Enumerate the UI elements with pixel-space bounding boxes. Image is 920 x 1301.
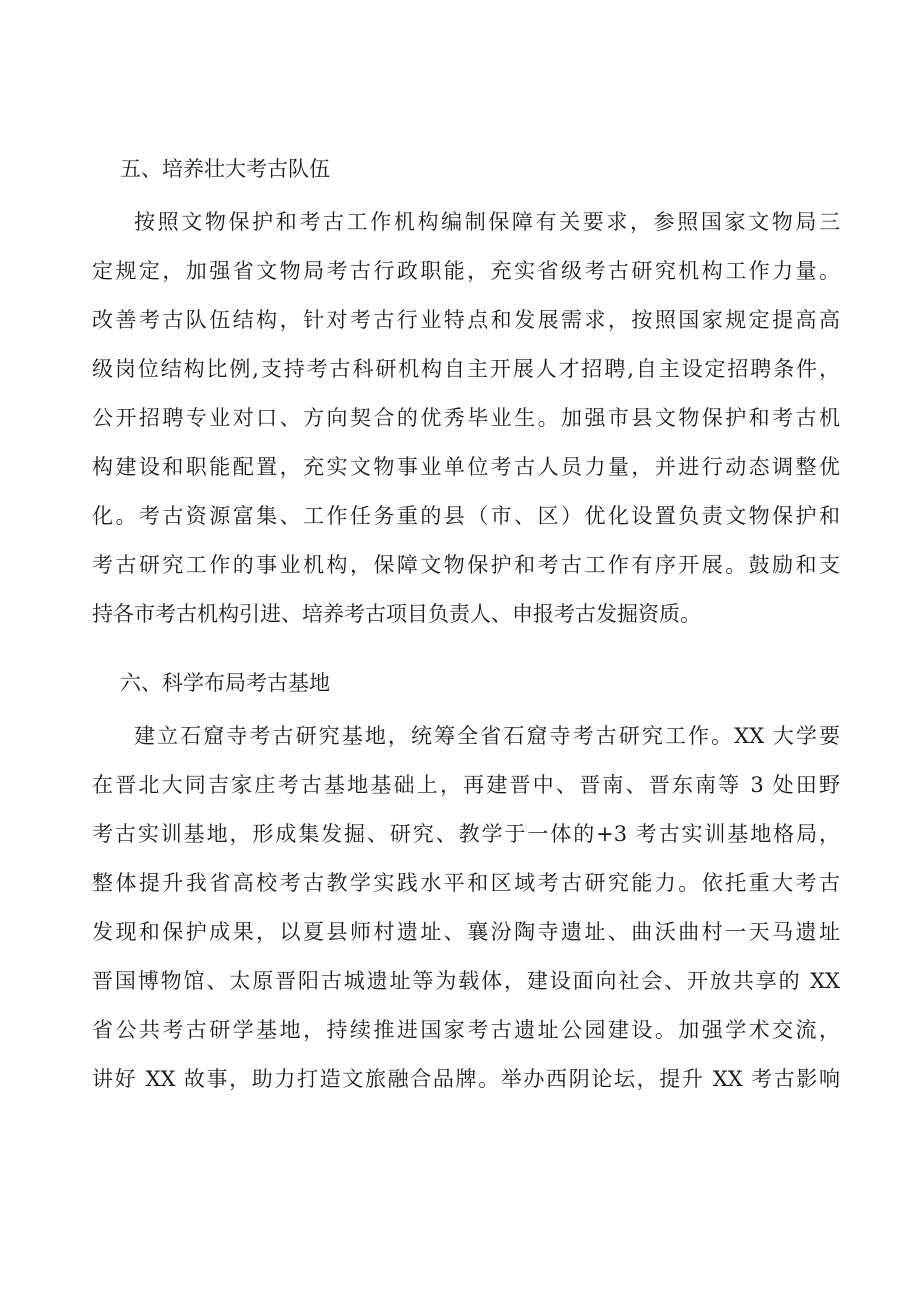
section-6-line-5: 发现和保护成果，以夏县师村遗址、襄汾陶寺遗址、曲沃曲村一天马遗址	[92, 920, 840, 944]
section-5-line-3: 改善考古队伍结构，针对考古行业特点和发展需求，按照国家规定提高高	[92, 308, 840, 332]
section-5-line-2: 定规定，加强省文物局考古行政职能，充实省级考古研究机构工作力量。	[92, 259, 840, 283]
section-6-line-4: 整体提升我省高校考古教学实践水平和区域考古研究能力。依托重大考古	[92, 871, 840, 895]
section-6-line-2: 在晋北大同吉家庄考古基地基础上，再建晋中、晋南、晋东南等 3 处田野	[92, 773, 840, 797]
section-6-line-7: 省公共考古研学基地，持续推进国家考古遗址公园建设。加强学术交流，	[92, 1018, 840, 1042]
section-5-line-8: 考古研究工作的事业机构，保障文物保护和考古工作有序开展。鼓励和支	[92, 553, 840, 577]
section-6-line-3: 考古实训基地，形成集发掘、研究、教学于一体的+3 考古实训基地格局，	[92, 822, 840, 846]
section-5-line-1: 按照文物保护和考古工作机构编制保障有关要求，参照国家文物局三	[134, 210, 840, 234]
section-5-line-7: 化。考古资源富集、工作任务重的县（市、区）优化设置负责文物保护和	[92, 504, 840, 528]
section-6-heading: 六、科学布局考古基地	[120, 671, 330, 695]
section-5-line-5: 公开招聘专业对口、方向契合的优秀毕业生。加强市县文物保护和考古机	[92, 406, 840, 430]
section-5-line-6: 构建设和职能配置，充实文物事业单位考古人员力量，并进行动态调整优	[92, 455, 840, 479]
section-6-line-1: 建立石窟寺考古研究基地，统筹全省石窟寺考古研究工作。XX 大学要	[134, 724, 840, 748]
section-5-heading: 五、培养壮大考古队伍	[120, 157, 330, 181]
section-5-line-4: 级岗位结构比例,支持考古科研机构自主开展人才招聘,自主设定招聘条件，	[92, 357, 840, 381]
section-6-line-6: 晋国博物馆、太原晋阳古城遗址等为载体，建设面向社会、开放共享的 XX	[92, 969, 840, 993]
section-6-line-8: 讲好 XX 故事，助力打造文旅融合品牌。举办西阴论坛，提升 XX 考古影响	[92, 1067, 840, 1091]
section-5-line-9: 持各市考古机构引进、培养考古项目负责人、申报考古发掘资质。	[92, 602, 701, 626]
